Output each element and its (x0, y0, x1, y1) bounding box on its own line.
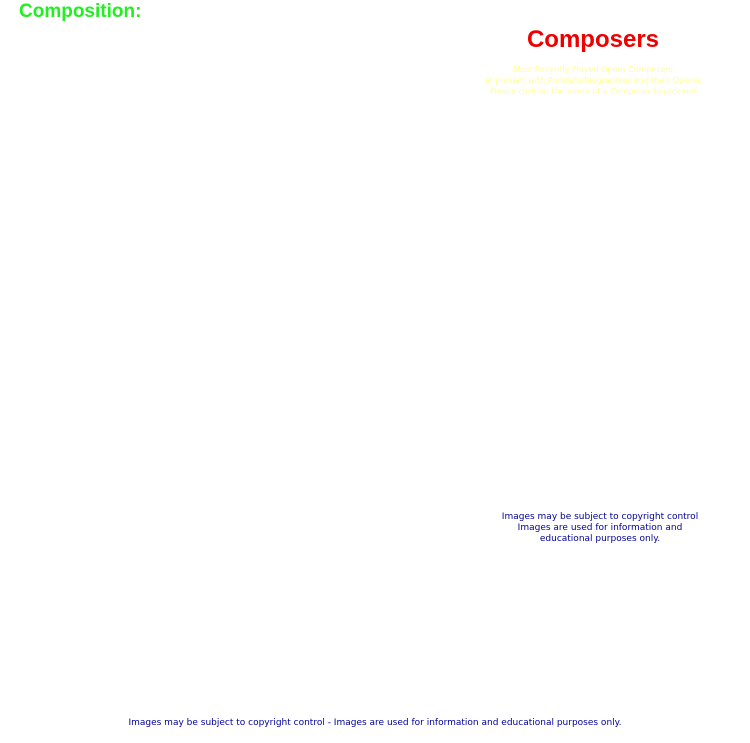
copyright-line: Images are used for information and (517, 523, 683, 533)
composers-note-line: Most Recently Played Opera Composers (513, 65, 673, 74)
composers-note-line: Please click on the name of a Composer to proceed (489, 87, 697, 96)
composers-title: Composers (526, 26, 660, 53)
composers-note-line: at present with Portraits/Biographies and their Operas (484, 76, 702, 85)
composers-note (462, 64, 724, 97)
footer-copyright-notice: Images may be subject to copyright control - Images are used for information and educational purposes only. (128, 718, 622, 728)
copyright-notice-box (480, 512, 720, 545)
copyright-line: Images may be subject to copyright control (501, 512, 699, 522)
composers-panel (462, 26, 724, 97)
composition-heading: Composition: (19, 1, 142, 22)
copyright-line: educational purposes only. (539, 534, 661, 544)
